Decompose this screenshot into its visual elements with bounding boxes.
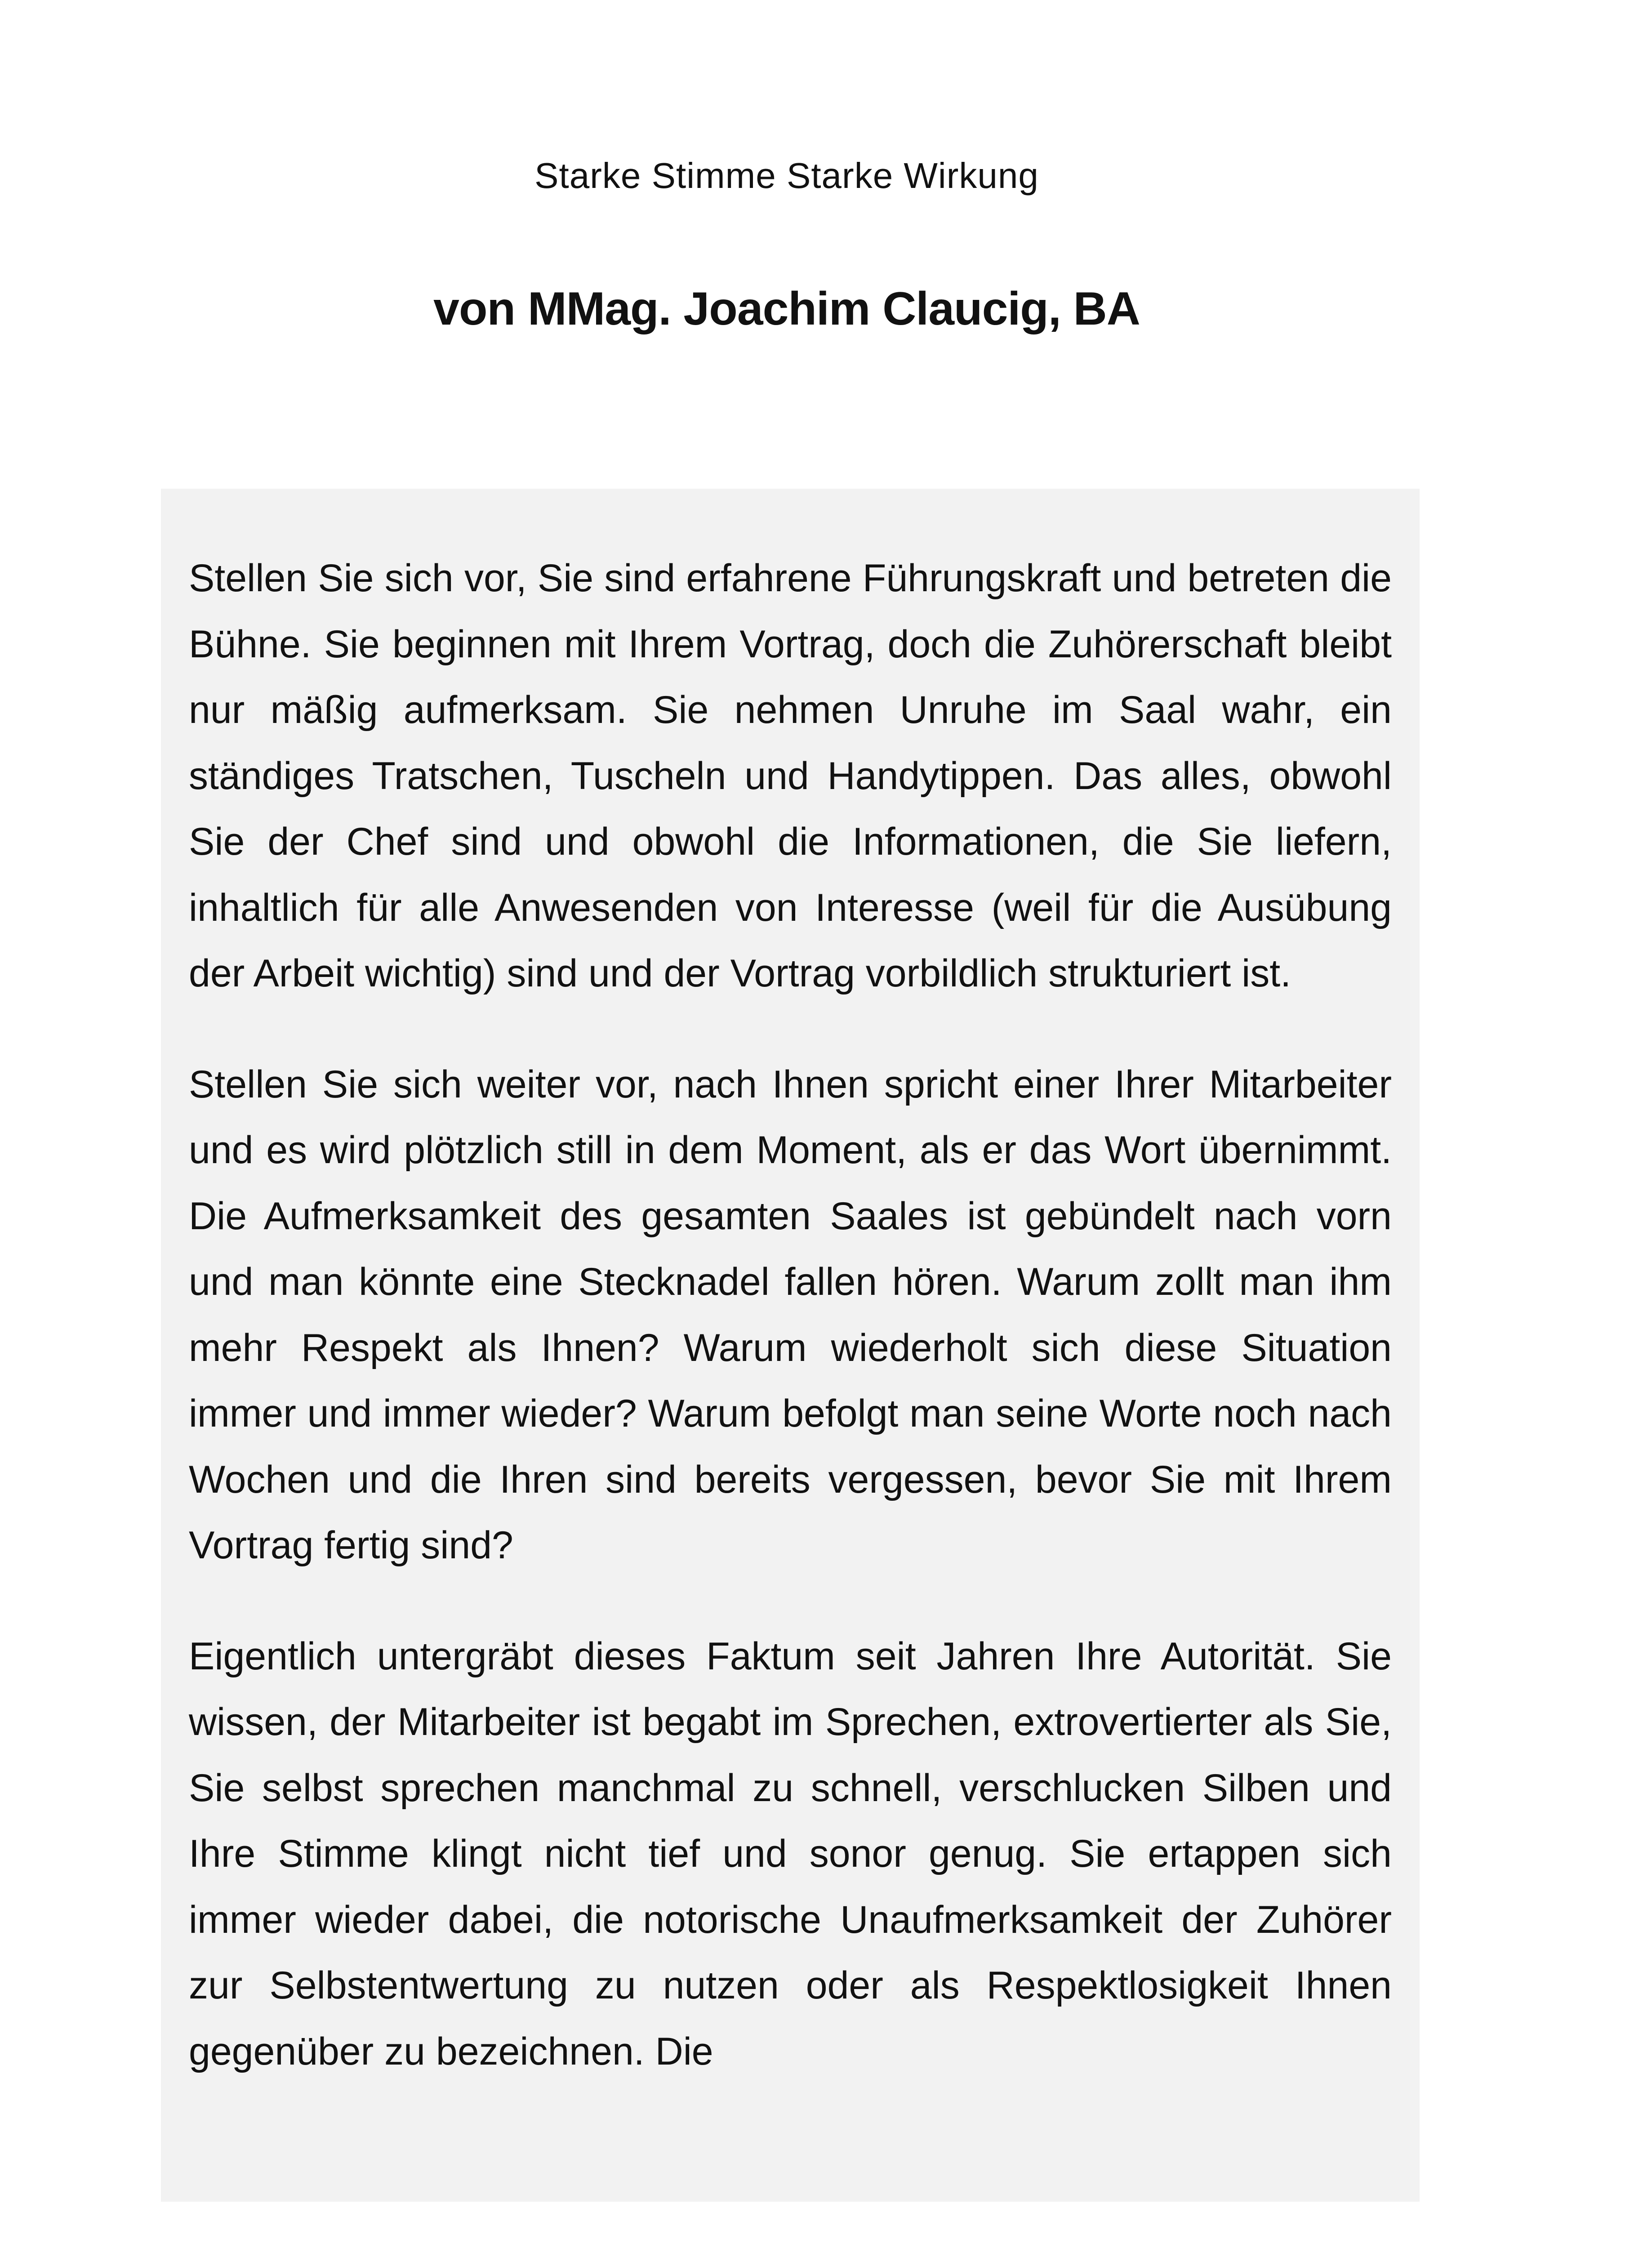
paragraph-2: Stellen Sie sich weiter vor, nach Ihnen spricht einer Ihrer Mitarbeiter und es wird plötzlich still in dem Moment, als er das Wort übernimmt. Die Aufmerksamkeit des gesamten Saales ist gebündelt nach vorn und man könnte eine Stecknadel fallen hören. Warum zollt man ihm mehr Respekt als Ihnen? Warum wiederholt sich diese Situation immer und immer wieder? Warum befolgt man seine Worte noch nach Wochen und die Ihren sind bereits vergessen, bevor Sie mit Ihrem Vortrag fertig sind? [189,1062,1392,1567]
paragraph-3: Eigentlich untergräbt dieses Faktum seit Jahren Ihre Autorität. Sie wissen, der Mitarbeiter ist begabt im Sprechen, extrovertierter als Sie, Sie selbst sprechen manchmal zu schnell, verschlucken Silben und Ihre Stimme klingt nicht tief und sonor genug. Sie ertappen sich immer wieder dabei, die notorische Unaufmerksamkeit der Zuhörer zur Selbstentwertung zu nutzen oder als Respektlosigkeit Ihnen gegenüber zu bezeichnen. Die [189,1634,1392,2073]
running-header: Starke Stimme Starke Wirkung [534,156,1039,196]
text-box [161,489,1420,2202]
text-box-content [189,545,1392,2084]
author-heading: von MMag. Joachim Claucig, BA [433,283,1140,335]
paragraph-1: Stellen Sie sich vor, Sie sind erfahrene Führungskraft und betreten die Bühne. Sie beginnen mit Ihrem Vortrag, doch die Zuhörerschaft bleibt nur mäßig aufmerksam. Sie nehmen Unruhe im Saal wahr, ein ständiges Tratschen, Tuscheln und Handytippen. Das alles, obwohl Sie der Chef sind und obwohl die Informationen, die Sie liefern, inhaltlich für alle Anwesenden von Interesse (weil für die Ausübung der Arbeit wichtig) sind und der Vortrag vorbildlich strukturiert ist. [189,557,1392,995]
